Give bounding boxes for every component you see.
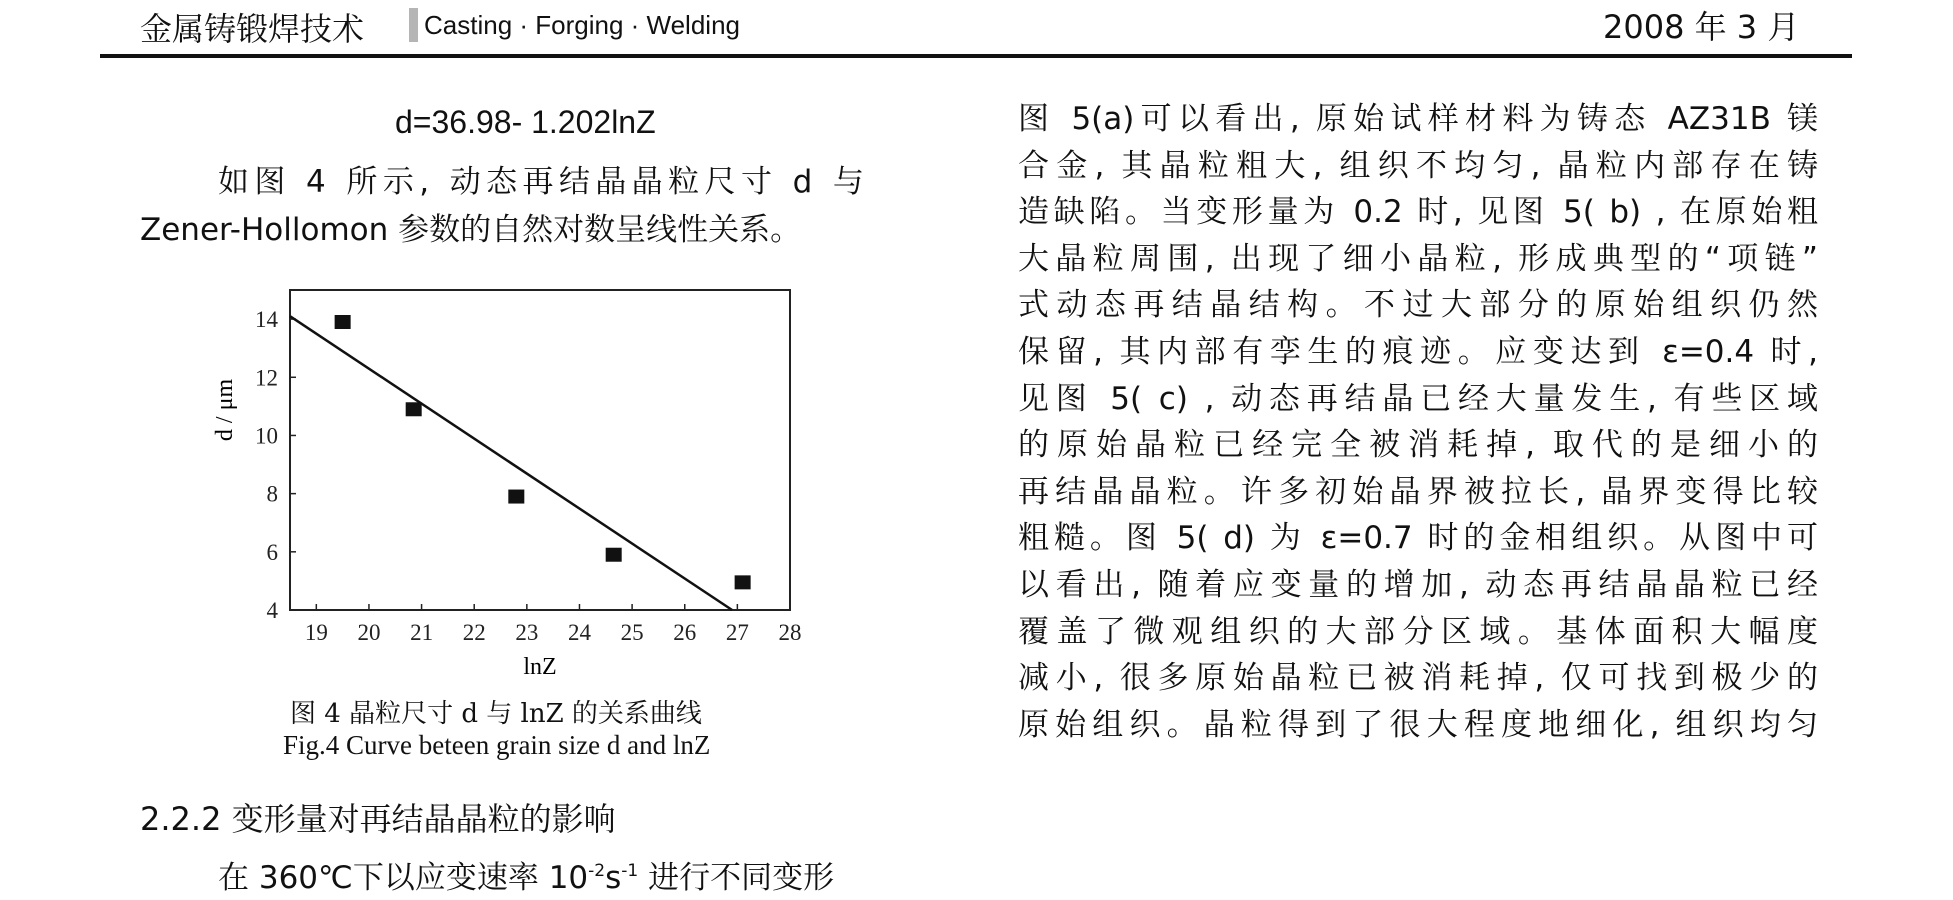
data-point	[735, 575, 751, 589]
text-run: 在 360℃下以应变速率 10	[218, 860, 589, 896]
paragraph-line: 减小, 很多原始晶粒已被消耗掉, 仅可找到极少的	[1018, 660, 1818, 697]
superscript: -2	[588, 861, 606, 882]
paragraph-fig4-description	[140, 158, 940, 254]
paragraph-line: 见图 5( c) , 动态再结晶已经大量发生, 有些区域	[1018, 380, 1818, 417]
data-point	[606, 548, 622, 562]
text-run: 进行不同变形	[638, 860, 835, 896]
header-separator-bar	[409, 8, 418, 42]
issue-date: 2008 年 3 月	[1603, 8, 1800, 46]
paragraph-line: 覆盖了微观组织的大部分区域。基体面积大幅度	[1018, 613, 1818, 650]
paragraph-line: 大晶粒周围, 出现了细小晶粒, 形成典型的“项链”	[1018, 240, 1818, 277]
plot-border	[290, 290, 790, 610]
data-point	[335, 315, 351, 329]
data-point	[508, 490, 524, 504]
x-tick-label: 24	[567, 620, 591, 645]
right-column-text	[1018, 96, 1818, 748]
paragraph-section-start	[218, 852, 834, 897]
section-heading: 2.2.2 变形量对再结晶晶粒的影响	[140, 800, 616, 838]
data-points	[335, 315, 751, 589]
x-tick-label: 28	[778, 620, 802, 645]
figure-caption-en: Fig.4 Curve beteen grain size d and lnZ	[283, 730, 711, 760]
y-tick-label: 10	[255, 423, 278, 449]
y-tick-label: 8	[266, 481, 278, 507]
x-tick-label: 21	[410, 620, 434, 645]
paragraph-line: 粗糙。图 5( d) 为 ε=0.7 时的金相组织。从图中可	[1018, 520, 1818, 557]
x-tick-label: 23	[515, 620, 539, 645]
x-tick-label: 25	[620, 620, 644, 645]
journal-title-cn: 金属铸锻焊技术	[140, 10, 365, 48]
figure-4-chart	[200, 280, 820, 760]
paragraph-line: 造缺陷。当变形量为 0.2 时, 见图 5( b) , 在原始粗	[1018, 194, 1818, 231]
x-tick-label: 22	[462, 620, 486, 645]
y-tick-label: 14	[255, 307, 278, 333]
paragraph-line: 原始组织。晶粒得到了很大程度地细化, 组织均匀	[1018, 706, 1818, 743]
paragraph-line: 再结晶晶粒。许多初始晶界被拉长, 晶界变得比较	[1018, 473, 1818, 510]
header-rule	[100, 54, 1852, 58]
fit-line	[290, 316, 732, 610]
plot-frame	[290, 290, 790, 610]
data-point	[406, 402, 422, 416]
x-tick-label: 19	[304, 620, 328, 645]
x-tick-label: 20	[357, 620, 381, 645]
x-tick-label: 27	[725, 620, 749, 645]
fit-line-group	[290, 316, 732, 610]
superscript: -1	[621, 861, 639, 882]
paragraph-line: 图 5(a)可以看出, 原始试样材料为铸态 AZ31B 镁	[1018, 101, 1818, 137]
paragraph-line: 式动态再结晶结构。不过大部分的原始组织仍然	[1018, 287, 1818, 324]
text-run: s	[605, 860, 622, 896]
y-axis-label: d / μm	[212, 378, 238, 442]
y-tick-label: 12	[255, 365, 278, 391]
paragraph-line: 保留, 其内部有孪生的痕迹。应变达到 ε=0.4 时,	[1018, 333, 1818, 370]
x-axis-label: lnZ	[523, 654, 557, 680]
paragraph-line: Zener-Hollomon 参数的自然对数呈线性关系。	[140, 212, 802, 248]
paragraph-line: 如图 4 所示, 动态再结晶晶粒尺寸 d 与	[218, 164, 870, 200]
equation: d=36.98- 1.202lnZ	[395, 104, 656, 140]
y-tick-label: 6	[266, 539, 278, 565]
journal-title-en: Casting · Forging · Welding	[424, 10, 740, 40]
paragraph-line: 合金, 其晶粒粗大, 组织不均匀, 晶粒内部存在铸	[1018, 147, 1818, 184]
paragraph-line: 的原始晶粒已经完全被消耗掉, 取代的是细小的	[1018, 427, 1818, 464]
y-tick-label: 4	[266, 598, 278, 623]
x-tick-label: 26	[673, 620, 697, 645]
paragraph-line: 以看出, 随着应变量的增加, 动态再结晶晶粒已经	[1018, 566, 1818, 603]
figure-caption-cn: 图 4 晶粒尺寸 d 与 lnZ 的关系曲线	[290, 699, 702, 729]
